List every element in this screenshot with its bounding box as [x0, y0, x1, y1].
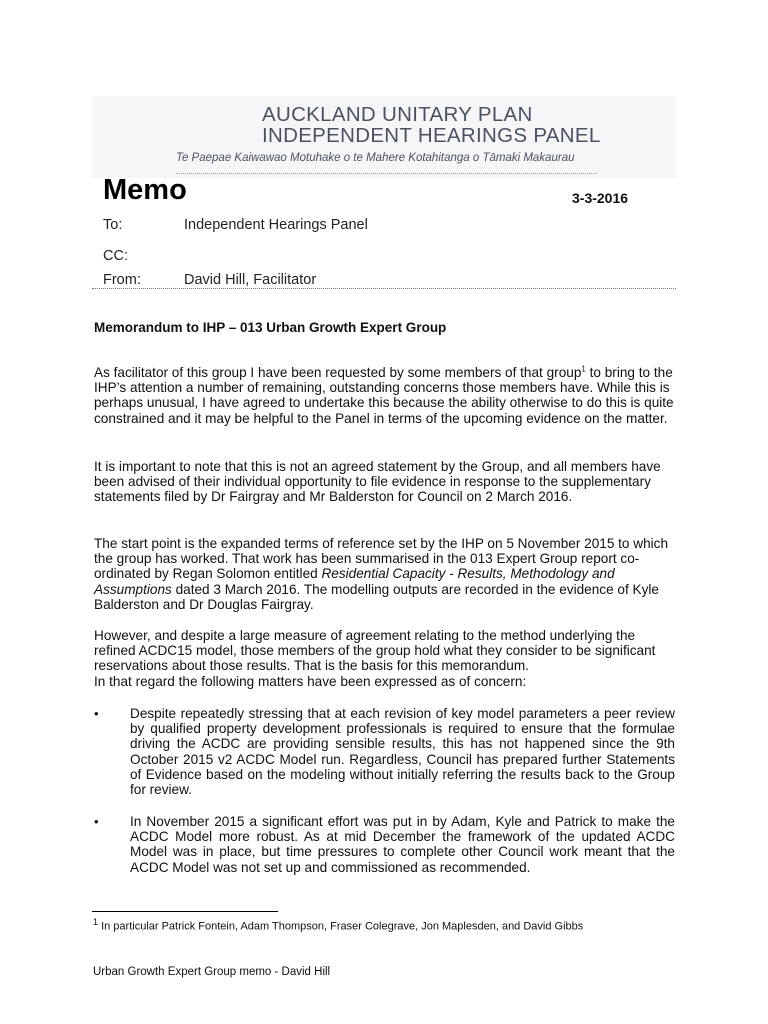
report-title: Residential Capacity - Results, Methodology and Assumptions — [94, 566, 615, 597]
from-label: From: — [103, 272, 141, 288]
cc-label: CC: — [103, 248, 128, 264]
footnote-divider — [92, 911, 278, 912]
paragraph-4-text-b: In that regard the following matters have been expressed as of concern: — [94, 673, 527, 689]
paragraph-3-text-b: dated 3 March 2016. The modelling outputs are recorded in the evidence of Kyle Balderston and Dr Douglas Fairgray. — [94, 581, 659, 612]
page-footer: Urban Growth Expert Group memo - David Hill — [93, 966, 331, 978]
paragraph-4 — [94, 628, 678, 689]
memo-date: 3-3-2016 — [572, 190, 629, 206]
letterhead-divider — [176, 173, 596, 174]
paragraph-1-text-b: to bring to the IHP’s attention a number of remaining, outstanding concerns those members have. While this is perhaps unusual, I have agreed to undertake this because the ability otherwise to do this is quite constrained and it may be helpful to the Panel in terms of the upcoming evidence on the matter. — [94, 365, 674, 426]
footnote-text: In particular Patrick Fontein, Adam Thompson, Fraser Colegrave, Jon Maplesden, and David Gibbs — [98, 920, 584, 933]
bullet-2-marker: • — [94, 814, 99, 829]
footnote-marker: 1 — [93, 917, 99, 927]
letterhead-title-line1: AUCKLAND UNITARY PLAN — [262, 103, 533, 126]
paragraph-4-text-a: However, and despite a large measure of agreement relating to the method underlying the refined ACDC15 model, those members of the group hold what they consider to be significant reservations about those results. That is the basis for this memorandum. — [94, 628, 656, 674]
footnote — [93, 917, 583, 933]
bullet-1-marker: • — [94, 706, 99, 721]
paragraph-3 — [94, 536, 678, 612]
paragraph-1-text-a: As facilitator of this group I have been requested by some members of that group — [94, 365, 582, 380]
bullet-1-text: Despite repeatedly stressing that at each revision of key model parameters a peer review by qualified property development professionals is required to ensure that the formulae driving the ACDC are providing sensible results, this has not happened since the 9th October 2015 v2 ACDC Model run. Regardless, Council has prepared further Statements of Evidence based on the modeling without initially referring the results back to the Group for review. — [130, 706, 675, 798]
header-divider — [92, 288, 676, 289]
memo-title: Memo — [103, 174, 187, 206]
from-value: David Hill, Facilitator — [184, 272, 317, 288]
footnote-ref: 1 — [581, 364, 586, 374]
to-label: To: — [103, 217, 123, 233]
paragraph-1 — [94, 365, 678, 426]
paragraph-3-text-a: The start point is the expanded terms of reference set by the IHP on 5 November 2015 to which the group has worked. That work has been summarised in the 013 Expert Group report co-ordinated by Regan Solomon entitled — [94, 536, 669, 582]
letterhead-subtitle: Te Paepae Kaiwawao Motuhake o te Mahere Kotahitanga o Tāmaki Makaurau — [176, 152, 575, 164]
to-value: Independent Hearings Panel — [184, 217, 368, 233]
paragraph-2: It is important to note that this is not an agreed statement by the Group, and all members have been advised of their individual opportunity to file evidence in response to the supplementary statements filed by Dr Fairgray and Mr Balderston for Council on 2 March 2016. — [94, 459, 661, 505]
memo-subject: Memorandum to IHP – 013 Urban Growth Expert Group — [94, 320, 447, 335]
bullet-2-text: In November 2015 a significant effort was put in by Adam, Kyle and Patrick to make the ACDC Model more robust. As at mid December the framework of the updated ACDC Model was in place, but time pressures to complete other Council work meant that the ACDC Model was not set up and commissioned as recommended. — [130, 814, 675, 875]
letterhead-title-line2: INDEPENDENT HEARINGS PANEL — [262, 124, 601, 147]
